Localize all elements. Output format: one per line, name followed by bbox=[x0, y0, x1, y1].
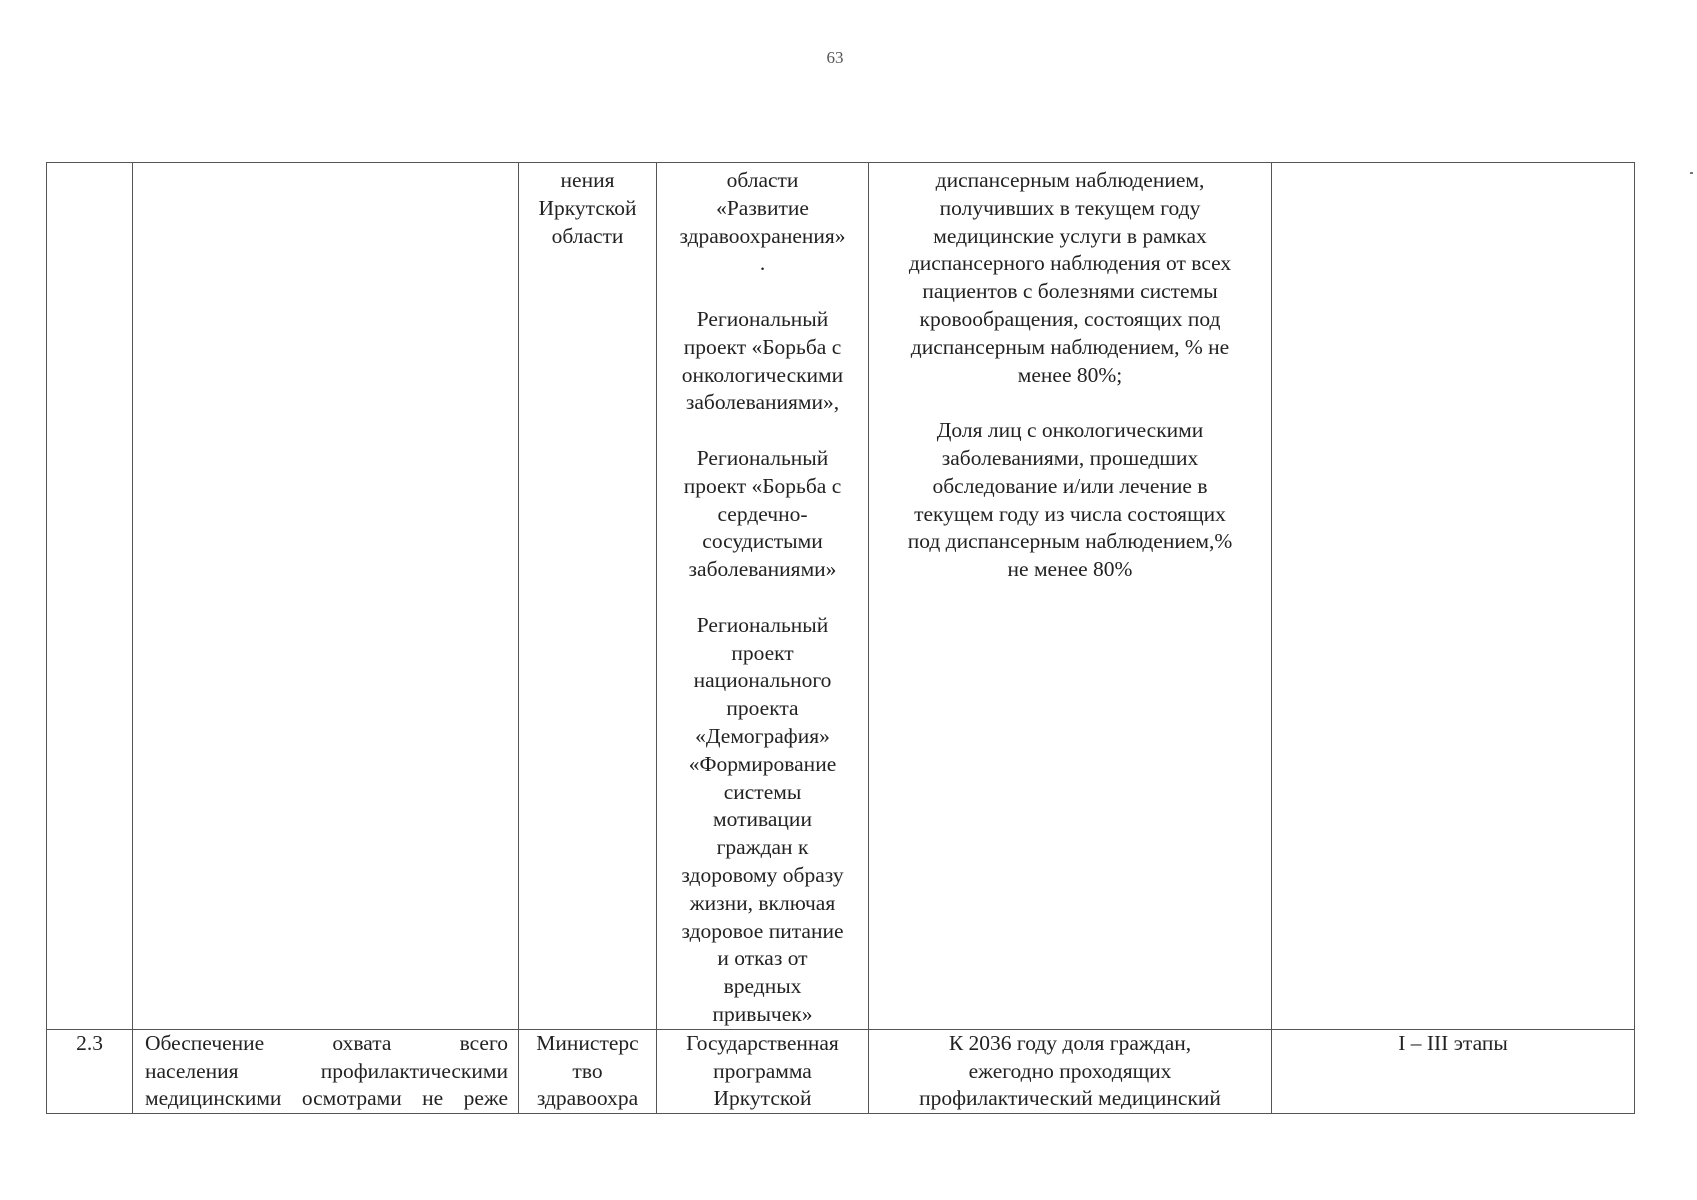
text-line: населения профилактическими bbox=[145, 1058, 508, 1083]
text-line: Иркутской bbox=[713, 1086, 812, 1111]
text-line: медицинскими осмотрами не реже bbox=[145, 1086, 508, 1111]
text-line: «Демография» bbox=[695, 723, 830, 748]
text-line: здоровое питание bbox=[681, 918, 844, 943]
cell-indicator bbox=[869, 163, 1272, 1030]
paragraph-gap bbox=[873, 389, 1267, 417]
text-line: менее 80%; bbox=[1017, 362, 1123, 387]
cell-task bbox=[133, 163, 519, 1030]
text-line: Доля лиц с онкологическими bbox=[936, 418, 1204, 443]
cell-stages bbox=[1272, 163, 1635, 1030]
paragraph-gap bbox=[661, 417, 864, 445]
text-line: тво bbox=[572, 1058, 603, 1083]
text-line: нения bbox=[560, 168, 615, 192]
text-line: «Формирование bbox=[688, 751, 837, 776]
text-line: привычек» bbox=[712, 1001, 813, 1026]
text-line: Обеспечение охвата всего bbox=[145, 1030, 508, 1055]
text-line: диспансерным наблюдением, % не bbox=[910, 334, 1230, 359]
cell-program bbox=[657, 163, 869, 1030]
text-line: проект bbox=[731, 640, 794, 665]
text-line: ежегодно проходящих bbox=[968, 1058, 1172, 1083]
table-row-continued bbox=[47, 163, 1635, 1030]
text-line: под диспансерным наблюдением,% bbox=[907, 529, 1233, 554]
paragraph-gap bbox=[661, 278, 864, 306]
page-number: 63 bbox=[826, 48, 844, 67]
text-line: онкологическими bbox=[681, 362, 844, 387]
scan-mark bbox=[1690, 172, 1693, 174]
text-line: здоровому образу bbox=[681, 862, 844, 887]
text-line: здравоохра bbox=[536, 1086, 639, 1111]
cell-number: 2.3 bbox=[47, 1029, 133, 1113]
cell-responsible bbox=[519, 1029, 657, 1113]
text-line: программа bbox=[713, 1058, 812, 1083]
text-line: сосудистыми bbox=[702, 529, 823, 554]
cell-indicator bbox=[869, 1029, 1272, 1113]
document-table bbox=[46, 162, 1635, 1114]
paragraph-gap bbox=[661, 584, 864, 612]
text-line: вредных bbox=[723, 974, 802, 999]
cell-number bbox=[47, 163, 133, 1030]
text-line: . bbox=[759, 251, 766, 276]
text-line: обследование и/или лечение в bbox=[932, 473, 1208, 498]
text-line: жизни, включая bbox=[689, 890, 836, 915]
text-line: Региональный bbox=[696, 306, 829, 331]
text-line: диспансерным наблюдением, bbox=[935, 168, 1205, 192]
text-line: области bbox=[551, 223, 624, 248]
text-line: «Развитие bbox=[716, 195, 809, 220]
cell-stages: I – III этапы bbox=[1272, 1029, 1635, 1113]
text-line: проекта bbox=[726, 696, 799, 721]
text-line: здравоохранения» bbox=[679, 223, 846, 248]
text-line: граждан к bbox=[716, 835, 809, 860]
text-line: заболеваниями, прошедших bbox=[941, 445, 1199, 470]
text-line: кровообращения, состоящих под bbox=[919, 306, 1221, 331]
table-row-2-3 bbox=[47, 1029, 1635, 1113]
text-line: мотивации bbox=[713, 807, 812, 832]
text-line: национального bbox=[693, 668, 832, 693]
text-line: К 2036 году доля граждан, bbox=[948, 1030, 1192, 1055]
text-line: сердечно- bbox=[717, 501, 808, 526]
text-line: области bbox=[726, 168, 799, 192]
cell-task bbox=[133, 1029, 519, 1113]
text-line: Региональный bbox=[696, 445, 829, 470]
text-line: и отказ от bbox=[717, 946, 808, 971]
text-line: заболеваниями» bbox=[688, 557, 837, 582]
text-line: медицинские услуги в рамках bbox=[933, 223, 1207, 248]
text-line: пациентов с болезнями системы bbox=[922, 279, 1218, 304]
text-line: Иркутской bbox=[538, 195, 637, 220]
text-line: системы bbox=[723, 779, 802, 804]
text-line: Министерс bbox=[536, 1030, 639, 1055]
text-line: текущем году из числа состоящих bbox=[914, 501, 1226, 526]
cell-responsible bbox=[519, 163, 657, 1030]
text-line: профилактический медицинский bbox=[919, 1086, 1221, 1111]
text-line: проект «Борьба с bbox=[683, 473, 842, 498]
text-line: Государственная bbox=[686, 1030, 839, 1055]
text-line: Региональный bbox=[696, 612, 829, 637]
text-line: получивших в текущем году bbox=[939, 195, 1201, 220]
text-line: диспансерного наблюдения от всех bbox=[908, 251, 1232, 276]
text-line: не менее 80% bbox=[1007, 557, 1133, 582]
cell-program bbox=[657, 1029, 869, 1113]
text-line: проект «Борьба с bbox=[683, 334, 842, 359]
text-line: заболеваниями», bbox=[685, 390, 840, 415]
